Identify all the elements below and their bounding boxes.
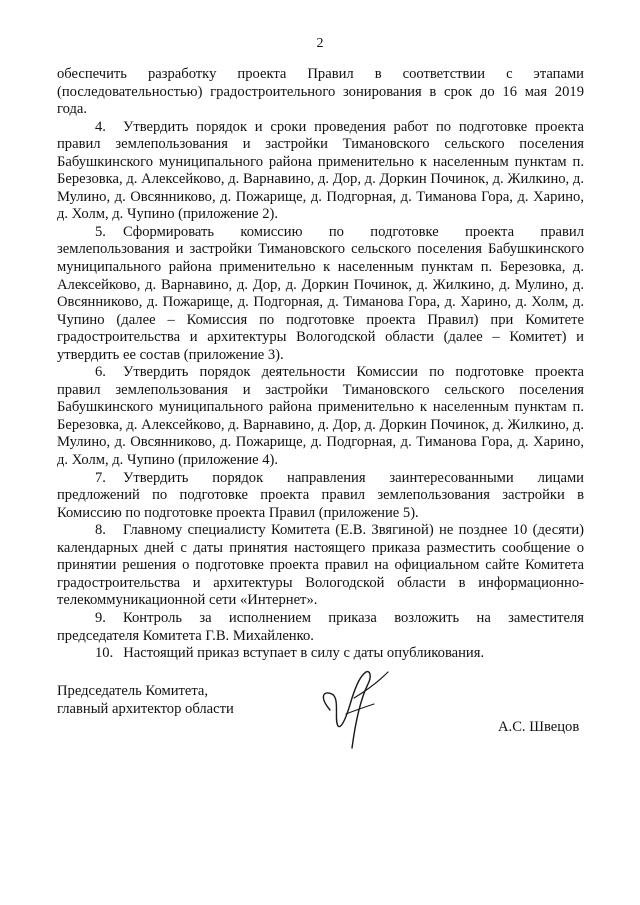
clause-5 [57,224,584,364]
clause-number: 8. [95,522,106,539]
clause-number: 7. [95,469,106,486]
signatory-name: А.С. Швецов [498,719,580,735]
clause-number: 10. [95,645,114,662]
page-number: 2 [316,36,324,51]
clause-number: 9. [95,609,106,626]
clause-7 [57,470,584,523]
document-body [57,66,584,663]
clause-text: Сформировать комиссию по подготовке проекта правил землепользования и застройки Тимановского сельского поселения Бабушкинского муниципального района применительно к населенным пунктам п. Березовка, д. Алексейково, д. Варнавино, д. Дор, д. Доркин Починок, д. Жилкино, д. Мулино, д. Овсянниково, д. Пожарище, д. Подгорная, д. Тиманова Гора, д. Харино, д. Холм, д. Чупино (далее – Комиссия по подготовке проекта Правил) при Комитете градостроительства и архитектуры Вологодской области (далее – Комитет) и утвердить ее состав (приложение 3). [57,223,584,363]
clause-text: Настоящий приказ вступает в силу с даты опубликования. [123,645,485,662]
clause-text: Утвердить порядок и сроки проведения работ по подготовке проекта правил землепользования и застройки Тимановского сельского поселения Бабушкинского муниципального района применительно к населенным пунктам п. Березовка, д. Алексейково, д. Варнавино, д. Дор, д. Доркин Починок, д. Жилкино, д. Мулино, д. Овсянниково, д. Пожарище, д. Подгорная, д. Тиманова Гора, д. Харино, д. Холм, д. Чупино (приложение 2). [57,118,584,223]
clause-number: 5. [95,223,106,240]
clause-4 [57,119,584,224]
clause-9 [57,610,584,645]
signatory-position [57,682,234,718]
continuation-paragraph: обеспечить разработку проекта Правил в соответствии с этапами (последовательностью) градостроительного зонирования в срок до 16 мая 2019 года. [57,66,584,118]
clause-text: Утвердить порядок направления заинтересованными лицами предложений по подготовке проекта правил землепользования застройки в Комиссию по подготовке проекта Правил (приложение 5). [57,469,584,521]
clause-number: 4. [95,118,106,135]
clause-text: Утвердить порядок деятельности Комиссии по подготовке проекта правил землепользования и застройки Тимановского сельского поселения Бабушкинского муниципального района применительно к населенным пунктам п. Березовка, д. Алексейково, д. Варнавино, д. Дор, д. Доркин Починок, д. Жилкино, д. Мулино, д. Овсянниково, д. Пожарище, д. Подгорная, д. Тиманова Гора, д. Харино, д. Холм, д. Чупино (приложение 4). [57,364,584,469]
clause-text: Контроль за исполнением приказа возложить на заместителя председателя Комитета Г.В. Михайленко. [57,609,584,644]
clause-10 [57,645,584,663]
clause-text: Главному специалисту Комитета (Е.В. Звягиной) не позднее 10 (десяти) календарных дней с даты принятия настоящего приказа разместить сообщение о принятии решения о подготовке проекта правил на официальном сайте Комитета градостроительства и архитектуры Вологодской области в информационно-телекоммуникационной сети «Интернет». [57,522,584,609]
clause-6 [57,364,584,469]
position-line-2: главный архитектор области [57,701,234,717]
clause-number: 6. [95,364,106,381]
clause-8 [57,522,584,610]
position-line-1: Председатель Комитета, [57,683,209,699]
handwritten-signature [316,668,392,750]
